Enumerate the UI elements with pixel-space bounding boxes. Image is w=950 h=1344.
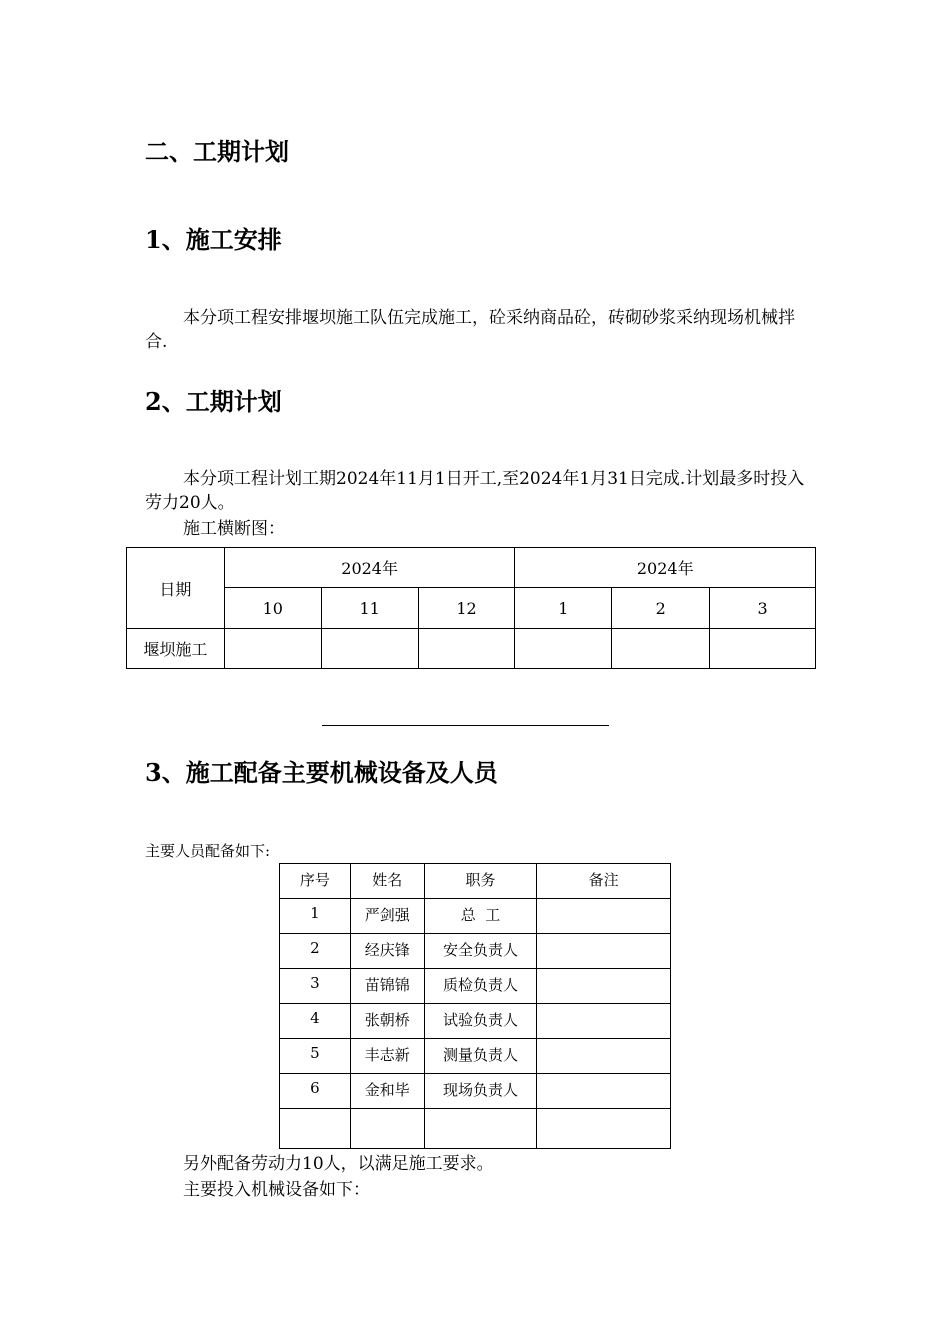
staff-no: 6 xyxy=(280,1074,351,1109)
schedule-cell xyxy=(612,629,710,669)
staff-name: 张朝桥 xyxy=(350,1004,424,1039)
schedule-cell xyxy=(710,629,816,669)
column-header: 备注 xyxy=(537,864,671,899)
column-header: 序号 xyxy=(280,864,351,899)
year-group-header: 2024年 xyxy=(515,548,816,588)
table-row xyxy=(280,1039,671,1074)
schedule-paragraph: 本分项工程计划工期2024年11月1日开工,至2024年1月31日完成.计划最多时投入劳力20人。 xyxy=(145,469,805,513)
staff-note xyxy=(537,899,671,934)
staff-role xyxy=(424,1109,537,1149)
construction-arrangement-paragraph: 本分项工程安排堰坝施工队伍完成施工，砼采纳商品砼，砖砌砂浆采纳现场机械拌合. xyxy=(145,308,795,352)
staff-name xyxy=(350,1109,424,1149)
table-row xyxy=(280,934,671,969)
section-title: 二、工期计划 xyxy=(145,137,289,166)
chart-caption: 施工横断图： xyxy=(183,519,285,539)
staff-name: 苗锦锦 xyxy=(350,969,424,1004)
schedule-cell xyxy=(321,629,418,669)
schedule-row-header: 日期 xyxy=(127,548,225,629)
table-row xyxy=(280,1074,671,1109)
table-row xyxy=(280,969,671,1004)
staff-no: 4 xyxy=(280,1004,351,1039)
year-group-header: 2024年 xyxy=(224,548,515,588)
equipment-intro: 主要投入机械设备如下： xyxy=(183,1180,370,1200)
column-header: 姓名 xyxy=(350,864,424,899)
schedule-cell xyxy=(224,629,321,669)
column-header: 职务 xyxy=(424,864,537,899)
table-row xyxy=(280,899,671,934)
schedule-cell xyxy=(418,629,515,669)
staff-no: 3 xyxy=(280,969,351,1004)
subsection-title-2: 2、工期计划 xyxy=(145,387,282,416)
month-header: 3 xyxy=(710,588,816,629)
staff-note xyxy=(537,969,671,1004)
task-label: 堰坝施工 xyxy=(127,629,225,669)
staff-role: 总 工 xyxy=(424,899,537,934)
staff-role: 现场负责人 xyxy=(424,1074,537,1109)
schedule-cell xyxy=(515,629,612,669)
month-header: 12 xyxy=(418,588,515,629)
staff-role: 试验负责人 xyxy=(424,1004,537,1039)
staff-no: 1 xyxy=(280,899,351,934)
staff-role: 测量负责人 xyxy=(424,1039,537,1074)
staff-note xyxy=(537,1004,671,1039)
staff-name: 经庆锋 xyxy=(350,934,424,969)
subsection-title-1: 1、施工安排 xyxy=(145,225,282,254)
staff-name: 金和毕 xyxy=(350,1074,424,1109)
staff-table xyxy=(279,863,671,1149)
subsection-title-3: 3、施工配备主要机械设备及人员 xyxy=(145,758,498,787)
month-header: 1 xyxy=(515,588,612,629)
divider-line xyxy=(322,725,609,726)
table-row xyxy=(280,1109,671,1149)
staff-role: 安全负责人 xyxy=(424,934,537,969)
month-header: 2 xyxy=(612,588,710,629)
month-header: 11 xyxy=(321,588,418,629)
month-header: 10 xyxy=(224,588,321,629)
staff-header-row xyxy=(280,864,671,899)
staff-note xyxy=(537,1109,671,1149)
staff-intro: 主要人员配备如下: xyxy=(145,842,271,860)
labor-note: 另外配备劳动力10人，以满足施工要求。 xyxy=(183,1154,494,1174)
staff-no: 2 xyxy=(280,934,351,969)
staff-note xyxy=(537,934,671,969)
staff-role: 质检负责人 xyxy=(424,969,537,1004)
staff-name: 丰志新 xyxy=(350,1039,424,1074)
staff-no: 5 xyxy=(280,1039,351,1074)
staff-no xyxy=(280,1109,351,1149)
schedule-table xyxy=(126,547,816,669)
staff-note xyxy=(537,1039,671,1074)
table-row xyxy=(280,1004,671,1039)
table-row xyxy=(127,629,816,669)
staff-note xyxy=(537,1074,671,1109)
staff-name: 严剑强 xyxy=(350,899,424,934)
